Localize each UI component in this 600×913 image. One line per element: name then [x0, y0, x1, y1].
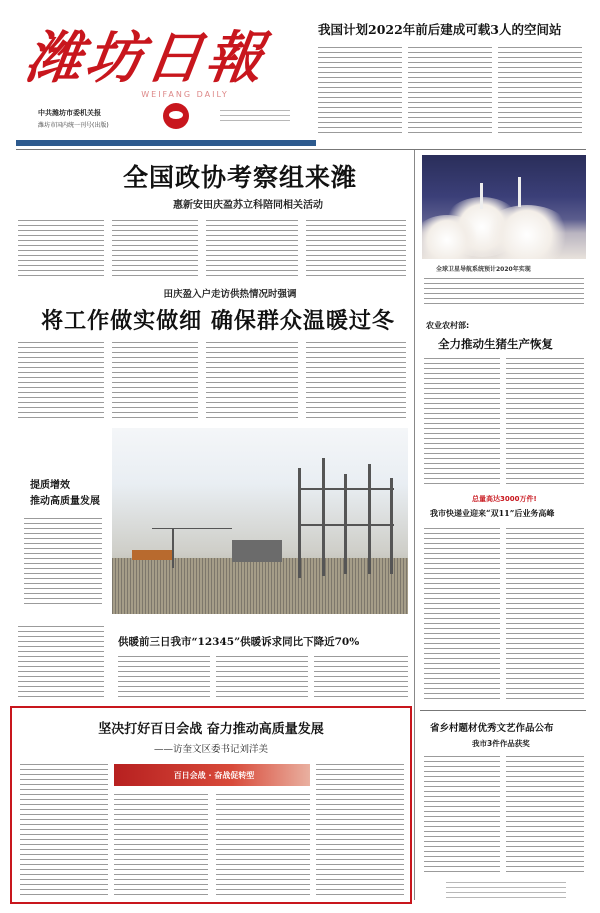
second-kicker: 田庆盈入户走访供热情况时强调: [163, 289, 297, 300]
highlight-col-1: [20, 762, 108, 898]
second-col-4: [306, 340, 406, 420]
second-col-3: [206, 340, 298, 420]
second-col-2: [112, 340, 198, 420]
page-footer-credits: [446, 880, 566, 902]
agri-section-tag: 农业农村部:: [426, 321, 470, 330]
agri-headline[interactable]: 全力推动生猪生产恢复: [438, 337, 553, 351]
highlight-box: [10, 706, 412, 904]
lead-col-2: [112, 218, 198, 278]
highlight-subheadline: ——访奎文区委书记刘洋美: [153, 744, 268, 755]
right-divider: [420, 710, 586, 711]
hotline-col-2: [118, 654, 210, 698]
culture-col-2: [506, 754, 584, 874]
column-divider: [414, 150, 415, 900]
second-col-1: [18, 340, 104, 420]
highlight-col-3: [216, 792, 310, 898]
publisher-sub: 潍坊市国内统一刊号(出版): [38, 122, 109, 129]
second-headline[interactable]: 将工作做实做细 确保群众温暖过冬: [41, 308, 395, 334]
banner-text: 百日会战 · 奋战促转型: [173, 771, 255, 780]
highlight-col-4: [316, 762, 404, 898]
lead-headline[interactable]: 全国政协考察组来潍: [122, 163, 357, 192]
hotline-col-3: [216, 654, 308, 698]
express-headline[interactable]: 我市快递业迎来“双11”后业务高峰: [430, 508, 555, 518]
issue-info: [220, 108, 290, 123]
agri-col-2: [506, 356, 584, 486]
masthead-info-bar: [16, 140, 316, 146]
lead-col-3: [206, 218, 298, 278]
masthead-divider: [16, 149, 586, 150]
construction-photo: [112, 428, 408, 614]
lead-subheadline: 惠新安田庆盈苏立科陪同相关活动: [173, 200, 323, 211]
culture-subheadline: 我市3件作品获奖: [472, 739, 530, 748]
rocket-photo-caption: 全球卫星导航系统预计2020年实现: [436, 266, 531, 273]
masthead-pinyin: WEIFANG DAILY: [141, 90, 229, 99]
highlight-headline[interactable]: 坚决打好百日会战 奋力推动高质量发展: [98, 722, 324, 737]
masthead-title: 潍坊日報: [21, 25, 271, 91]
highlight-banner: [114, 764, 310, 786]
express-kicker: 总量高达3000万件!: [472, 495, 537, 503]
lead-col-4: [306, 218, 406, 278]
photo-side-headline-2: 推动高质量发展: [30, 496, 100, 507]
top-story-col-2: [408, 45, 492, 137]
photo-side-text: [24, 516, 102, 606]
top-story-col-1: [318, 45, 402, 137]
highlight-col-2: [114, 792, 208, 898]
hotline-col-4: [314, 654, 408, 698]
rocket-launch-photo: [422, 155, 586, 259]
rocket-caption-text: [424, 276, 584, 306]
top-headline[interactable]: 我国计划2022年前后建成可载3人的空间站: [318, 22, 562, 37]
hotline-headline[interactable]: 供暖前三日我市“12345”供暖诉求同比下降近70%: [118, 636, 360, 648]
top-story-col-3: [498, 45, 582, 137]
express-col-2: [506, 526, 584, 702]
culture-col-1: [424, 754, 500, 874]
lead-col-1: [18, 218, 104, 278]
photo-side-headline-1: 提质增效: [30, 480, 70, 491]
hotline-col-1: [18, 624, 104, 698]
newspaper-logo-icon: [163, 103, 189, 129]
agri-col-1: [424, 356, 500, 486]
culture-headline[interactable]: 省乡村题材优秀文艺作品公布: [430, 723, 554, 734]
publisher-label: 中共潍坊市委机关报: [38, 109, 101, 117]
express-col-1: [424, 526, 500, 702]
masthead: [20, 8, 310, 148]
